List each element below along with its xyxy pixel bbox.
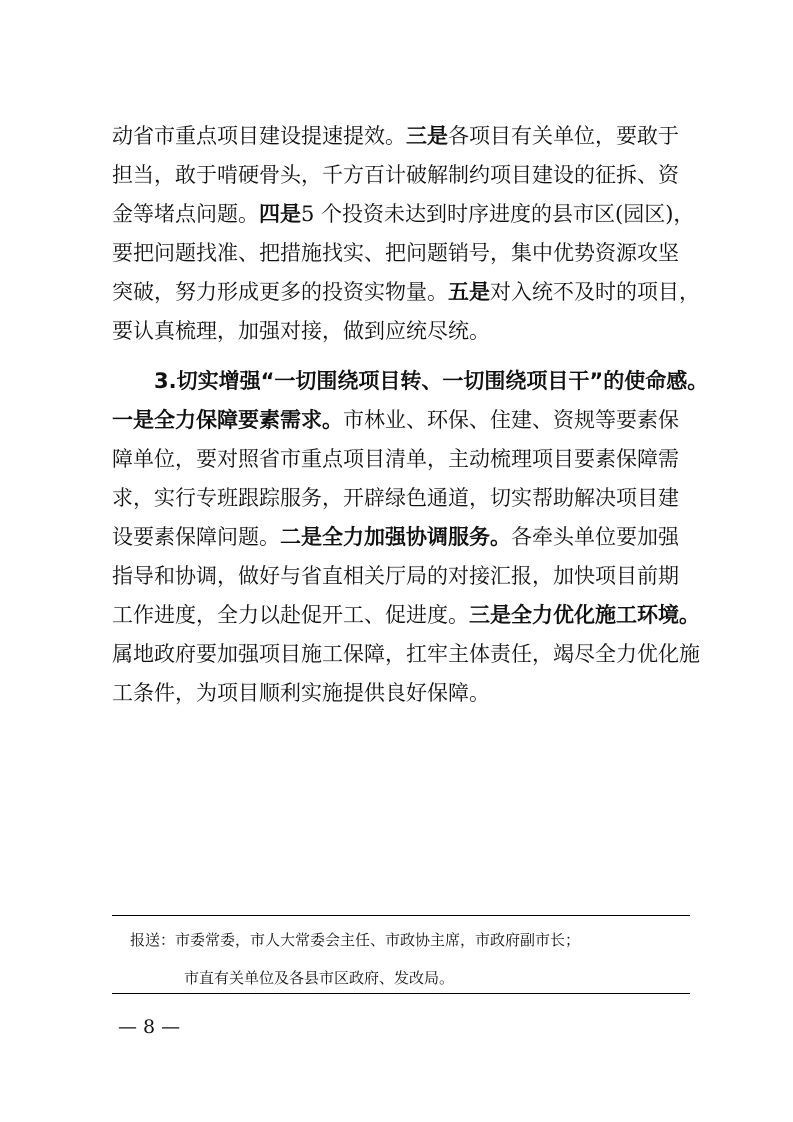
body-line: 工条件，为项目顺利实施提供良好保障。: [112, 681, 490, 705]
distribution-recipients: 市委常委，市人大常委会主任、市政协主席，市政府副市长；: [175, 931, 581, 949]
body-line: 求，实行专班跟踪服务，开辟绿色通道，切实帮助解决项目建: [112, 486, 679, 510]
text-run: 各项目有关单位，要敢于: [448, 124, 679, 148]
body-line: 属地政府要加强项目施工保障，扛牢主体责任，竭尽全力优化施: [112, 642, 700, 666]
text-run: 各牵头单位要加强: [511, 525, 679, 549]
body-line: 障单位，要对照省市重点项目清单，主动梳理项目要素保障需: [112, 447, 679, 471]
body-line: [112, 277, 700, 307]
section-heading: [154, 366, 708, 396]
body-line: [112, 405, 679, 435]
distribution-line-1: [130, 929, 580, 951]
body-line: [112, 600, 700, 630]
text-run: 金等堵点问题。: [112, 202, 259, 226]
emphasis-run: 三是: [406, 124, 448, 148]
page-number: — 8 —: [118, 1016, 181, 1038]
emphasis-run: 五是: [448, 280, 490, 304]
text-run: 市林业、环保、住建、资规等要素保: [343, 408, 679, 432]
body-line: 担当，敢于啃硬骨头，千方百计破解制约项目建设的征拆、资: [112, 163, 679, 187]
emphasis-run: 二是全力加强协调服务。: [280, 525, 511, 549]
footer-bottom-rule: [112, 993, 690, 994]
emphasis-run: 四是: [259, 202, 301, 226]
text-run: 突破，努力形成更多的投资实物量。: [112, 280, 448, 304]
footer-top-rule: [112, 915, 690, 916]
body-line: [112, 522, 679, 552]
text-run: 设要素保障问题。: [112, 525, 280, 549]
body-line: [112, 199, 694, 229]
section-heading-text: 3.切实增强“一切围绕项目转、一切围绕项目干”的使命感。: [154, 369, 709, 393]
body-line: 指导和协调，做好与省直相关厅局的对接汇报，加快项目前期: [112, 564, 679, 588]
distribution-line-2: 市直有关单位及各县市区政府、发改局。: [184, 969, 455, 987]
text-run: 5 个投资未达到时序进度的县市区(园区)，: [301, 202, 695, 226]
body-line: [112, 121, 679, 151]
text-run: 动省市重点项目建设提速提效。: [112, 124, 406, 148]
distribution-label: 报送：: [130, 931, 176, 949]
body-line: 要认真梳理，加强对接，做到应统尽统。: [112, 319, 490, 343]
emphasis-run: 一是全力保障要素需求。: [112, 408, 343, 432]
body-line: 要把问题找准、把措施找实、把问题销号，集中优势资源攻坚: [112, 241, 679, 265]
text-run: 对入统不及时的项目，: [490, 280, 700, 304]
text-run: 工作进度，全力以赴促开工、促进度。: [112, 603, 469, 627]
emphasis-run: 三是全力优化施工环境。: [469, 603, 700, 627]
